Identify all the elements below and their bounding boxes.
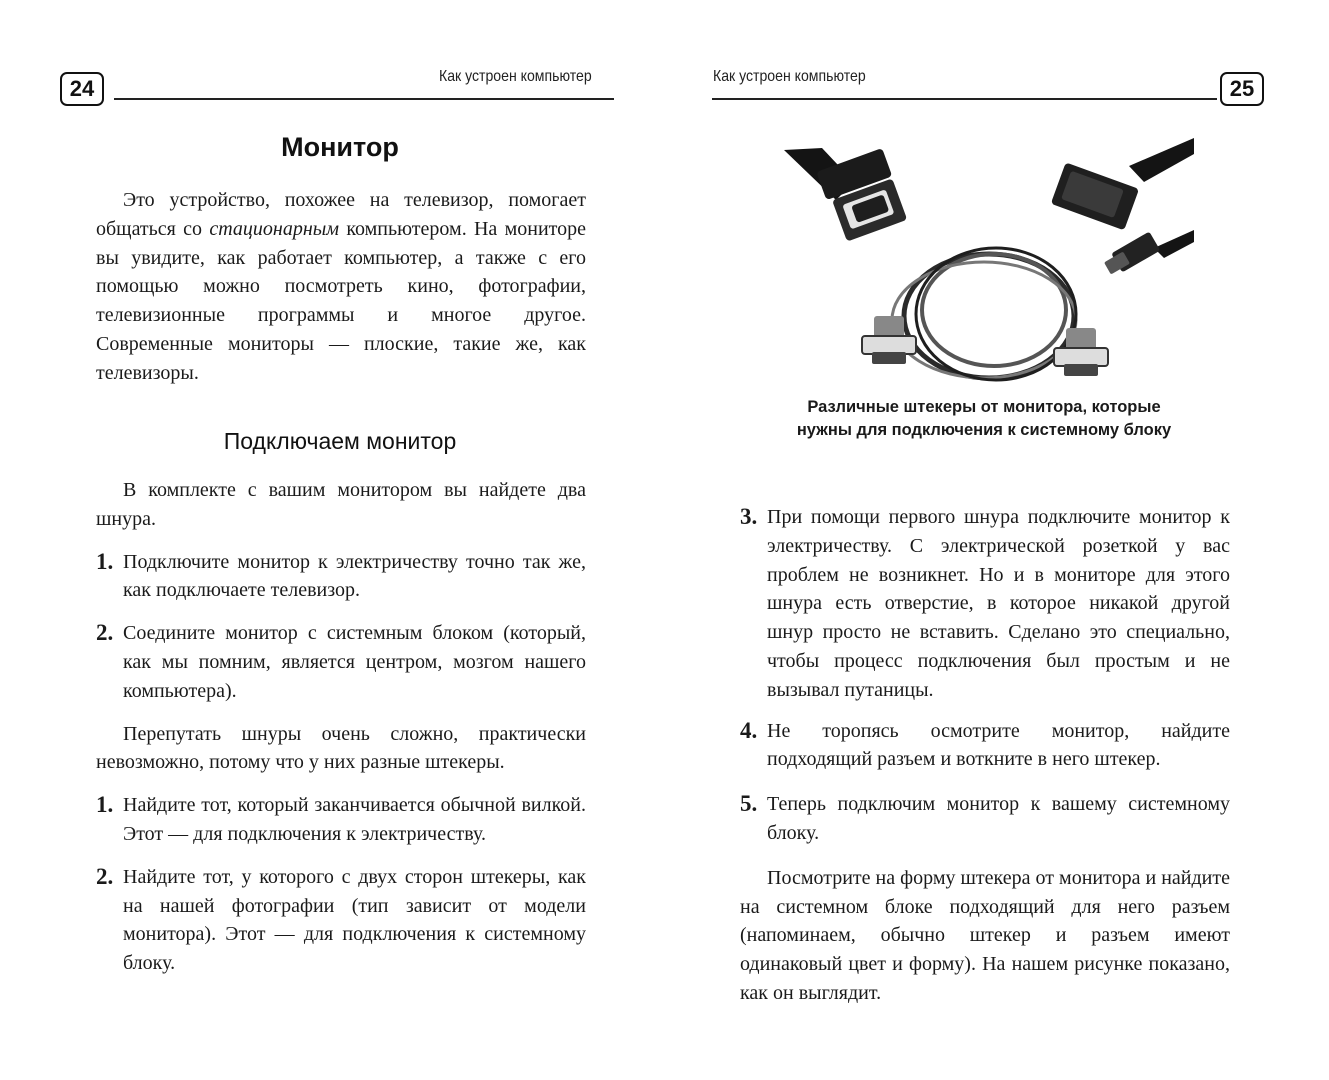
intro-italic: стационарным <box>209 217 340 240</box>
final-paragraph: Посмотрите на форму штекера от монитора и найдите на системном блоке подходящий для него разъем (напоминаем, обычно штекер и разъем имеют одинаковый цвет и форму). На нашем рисунке показано, как он выглядит. <box>740 866 1230 1004</box>
section-title: Подключаем монитор <box>223 428 457 454</box>
body-block-right <box>740 503 1230 1008</box>
list-text: Найдите тот, который заканчивается обычной вилкой. Этот — для подключения к электричеству. <box>123 794 586 845</box>
monitor-cables-photo-icon <box>784 138 1194 388</box>
running-head: Как устроен компьютер <box>713 68 866 85</box>
figure-caption <box>744 396 1224 442</box>
chapter-title: Монитор <box>281 132 399 162</box>
list-number: 1. <box>96 548 114 574</box>
list-item <box>96 619 586 705</box>
list-number: 4. <box>740 717 758 743</box>
list-item <box>96 863 586 978</box>
left-page <box>0 0 664 1080</box>
kit-paragraph: В комплекте с вашим монитором вы найдете два шнура. <box>96 479 586 530</box>
list-item <box>96 791 586 849</box>
list-item <box>96 548 586 606</box>
list-text: Не торопясь осмотрите монитор, найдите подходящий разъем и воткните в него штекер. <box>767 719 1230 771</box>
intro-text-2: компьютером. На мониторе вы увидите, как работает компьютер, а также с его помощью можно посмотреть кино, фотографии, телевизионные программы и многое другое. Современные мониторы — плоские, такие же, как телевизоры. <box>96 217 587 384</box>
list-item <box>740 717 1230 775</box>
body-block-left <box>96 476 586 978</box>
list-item <box>740 503 1230 705</box>
page-number: 24 <box>60 72 104 106</box>
header-rule <box>712 98 1217 100</box>
confuse-paragraph: Перепутать шнуры очень сложно, практически невозможно, потому что у них разные штекеры. <box>96 722 586 774</box>
list-text: Теперь подключим монитор к вашему системному блоку. <box>767 793 1230 844</box>
caption-line: Различные штекеры от монитора, которые <box>807 398 1161 416</box>
list-text: Найдите тот, у которого с двух сторон штекеры, как на нашей фотографии (тип зависит от модели монитора). Этот — для подключения к системному блоку. <box>123 865 586 975</box>
header-rule <box>114 98 614 100</box>
list-number: 5. <box>740 791 758 817</box>
list-text: При помощи первого шнура подключите монитор к электричеству. С электрической розеткой у вас проблем не возникнет. Но и в мониторе для этого шнура есть отверстие, в которое никакой другой шнур просто не вставить. Сделано это специально, чтобы процесс подключения был простым и не вызывал путаницы. <box>767 506 1230 701</box>
caption-line: нужны для подключения к системному блоку <box>796 421 1172 439</box>
list-number: 2. <box>96 620 114 646</box>
intro-text-1: Это устройство, похожее на телевизор, помогает общаться со <box>96 189 586 240</box>
list-text: Подключите монитор к электричеству точно так же, как подключаете телевизор. <box>123 550 586 602</box>
intro-block <box>96 186 586 388</box>
list-number: 2. <box>96 863 114 889</box>
list-number: 3. <box>740 504 758 529</box>
intro-paragraph <box>96 186 586 388</box>
running-head: Как устроен компьютер <box>439 68 592 85</box>
page-number: 25 <box>1220 72 1264 106</box>
list-number: 1. <box>96 792 114 818</box>
list-item <box>740 790 1230 848</box>
list-text: Соедините монитор с системным блоком (который, как мы помним, является центром, мозгом нашего компьютера). <box>123 622 586 702</box>
